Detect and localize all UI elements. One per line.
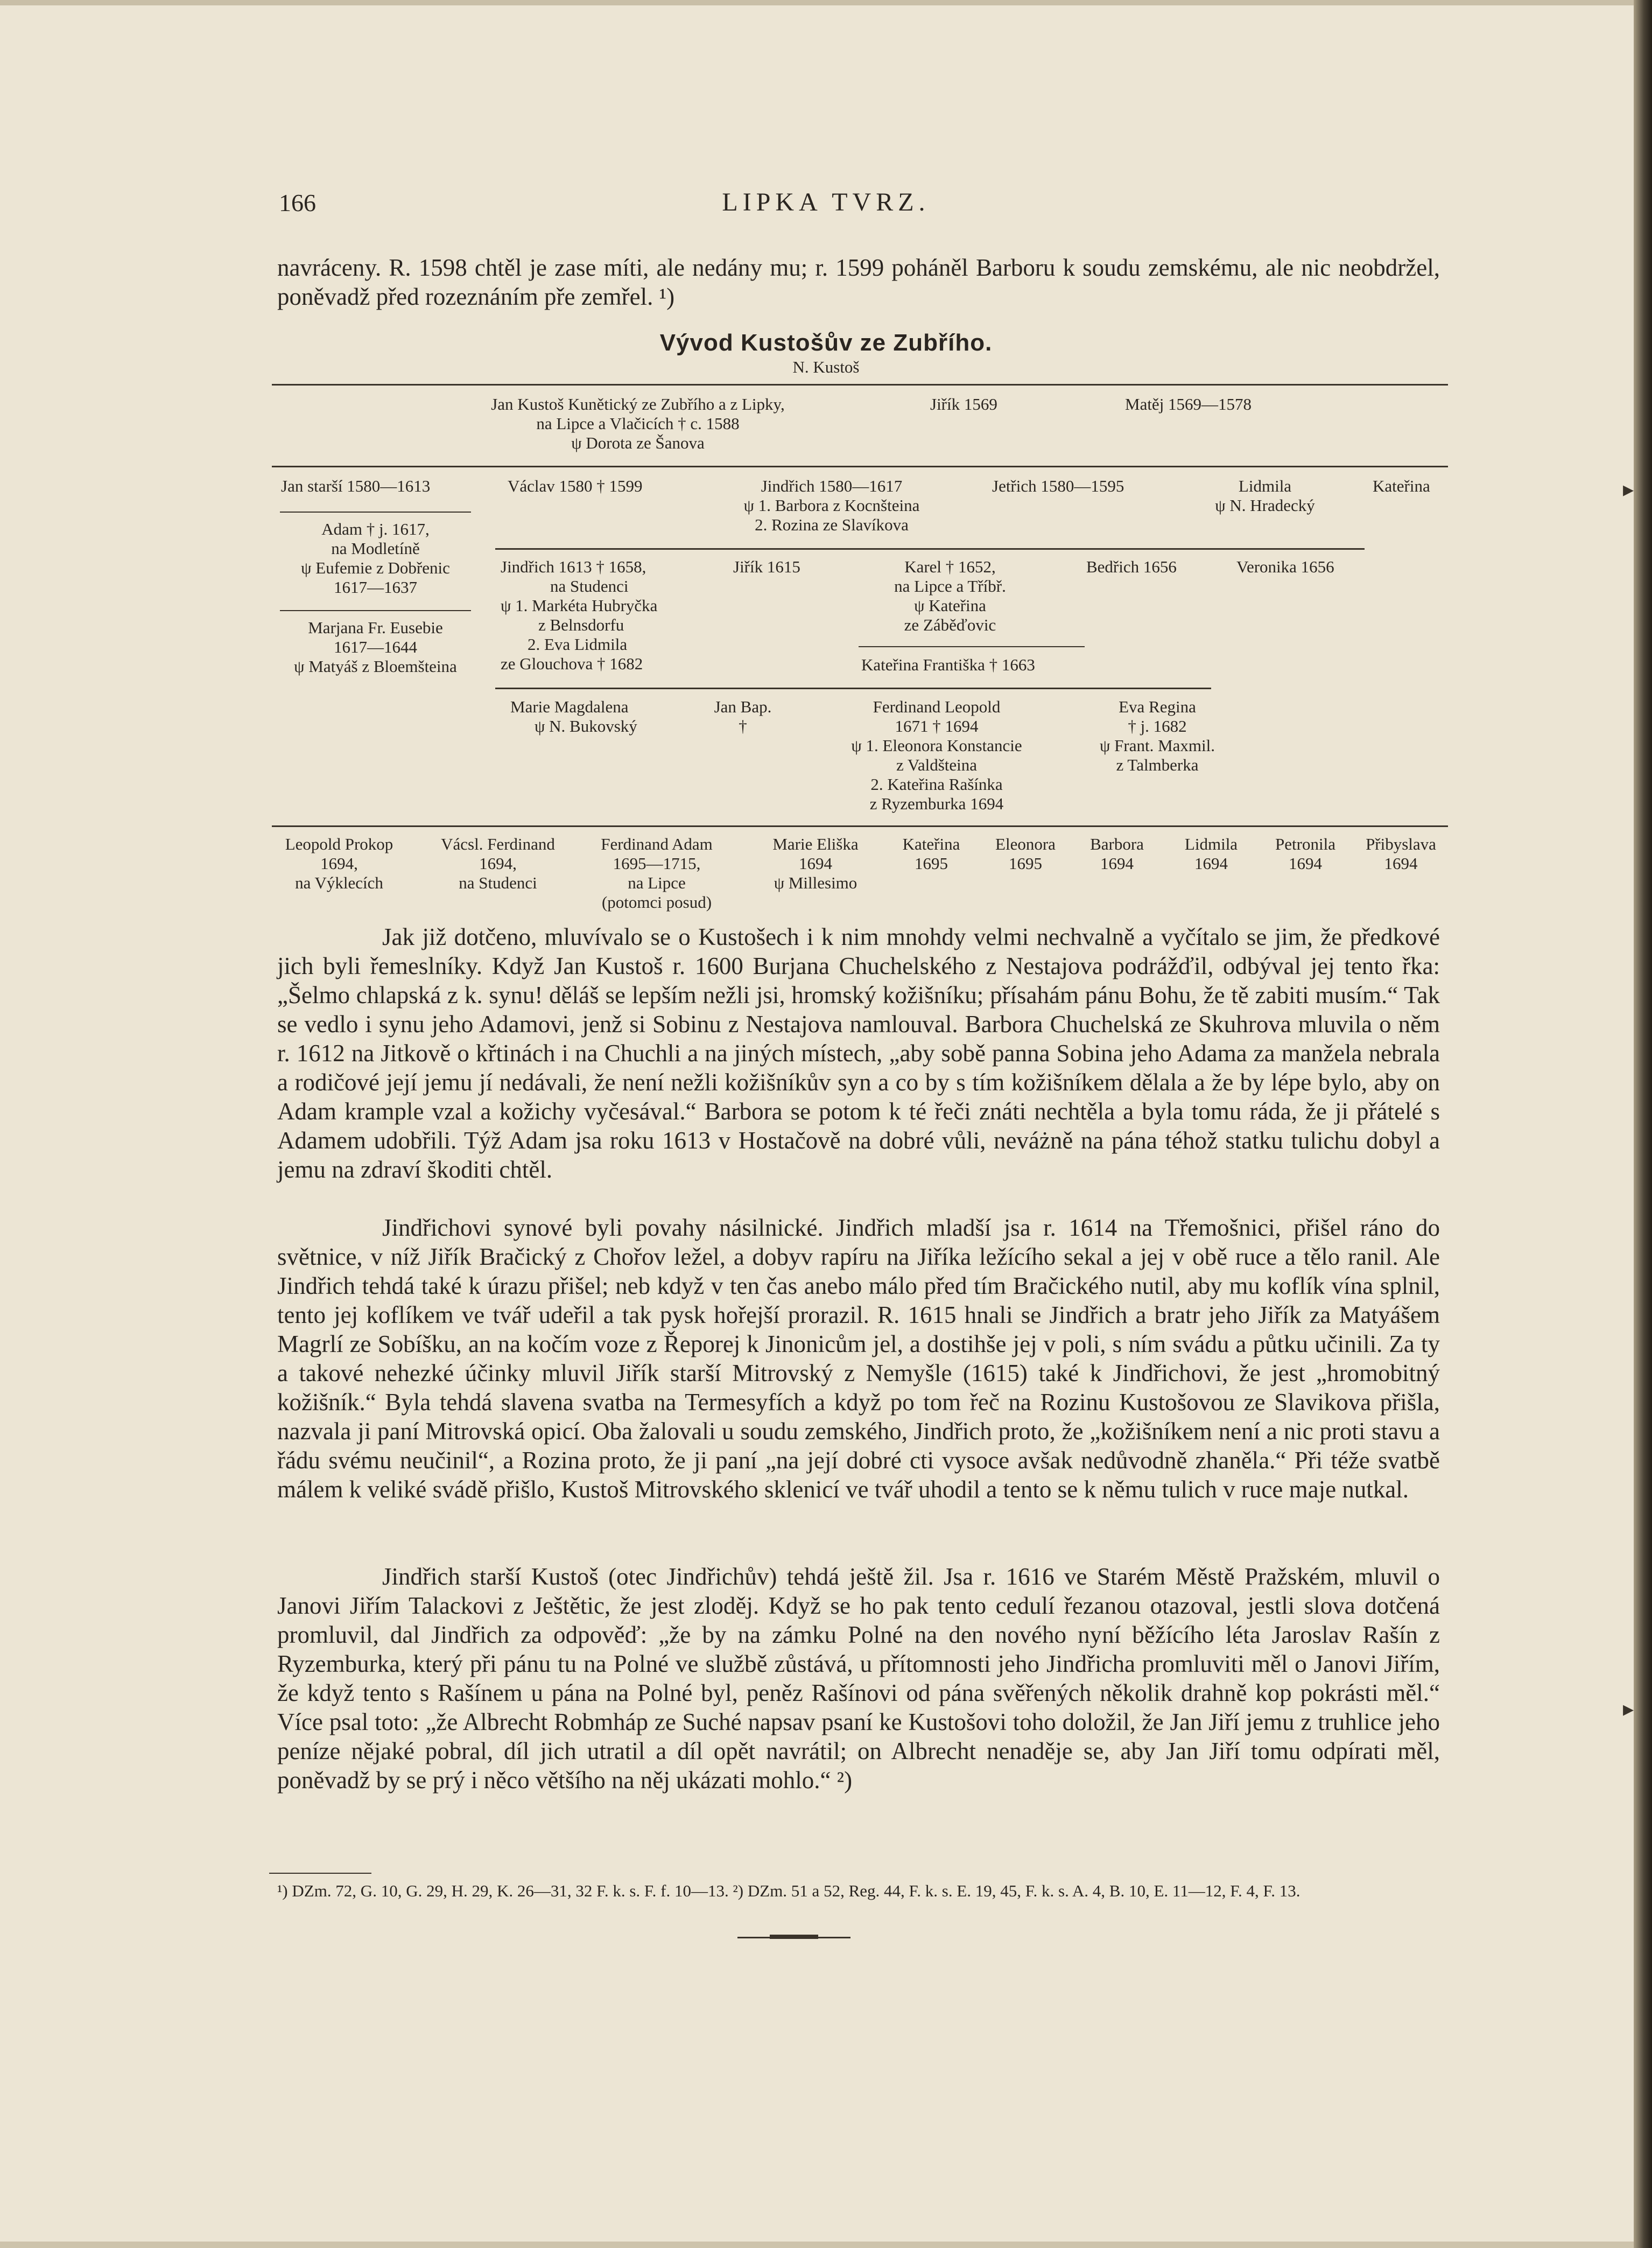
tree-rule-marjana (280, 610, 471, 611)
node-line: na Modletíně (331, 539, 420, 558)
node-line: Kateřina (902, 835, 960, 853)
node-line: na Lipce (628, 873, 686, 892)
node-line: 1694 (1289, 854, 1322, 873)
node-line: ψ N. Bukovský (535, 717, 637, 736)
node-adam (272, 520, 479, 597)
node-line: ψ Kateřina (914, 596, 986, 615)
tree-rule-gen5 (272, 825, 1448, 827)
node-veronika: Veronika 1656 (1236, 557, 1334, 576)
node-line: na Studenci (459, 873, 537, 892)
node-line: 1695—1715, (613, 854, 701, 873)
node-line: Marjana Fr. Eusebie (308, 618, 443, 637)
node-eva-regina (1077, 697, 1238, 775)
genealogy-root: N. Kustoš (792, 358, 860, 376)
node-line: ψ 1. Markéta Hubryčka (501, 596, 658, 615)
page-number: 166 (279, 189, 316, 216)
node-leopold-prokop (272, 835, 406, 893)
node-line: 1695 (1009, 854, 1042, 873)
node-line: na Výklecích (295, 873, 383, 892)
node-barbora (1077, 835, 1157, 873)
node-line: Jindřich 1580—1617 (761, 477, 903, 495)
body-paragraph-3: Jindřich starší Kustoš (otec Jindřichův) tehdá ještě žil. Jsa r. 1616 ve Starém Městě Pražském, mluvil o Janovi Jiřím Talackovi z Ještětic, že jest zloděj. Když se ho pak tento cedulí řezanou otazoval, jestli slova dotčená promluvil, dal Jindřich za odpověď: „že by na zámku Polné na den nového nyní běžícího léta Jaroslav Rašín z Ryzemburka, který při pánu tu na Polné ve službě zůstává, u přítomnosti jeho Jindřicha promluviti měl o Janovi Jiřím, že když tento s Rašínem u pána na Polné byl, peněz Rašínovi od pána svěřených několik drahně kop pokrásti měl.“ Více psal toto: „že Albrecht Robmháp ze Suché napsav psaní ke Kustošovi toho doložil, že Jan Jiří jemu z truhlice jeho peníze nějaké pobral, díl jich utratil a díl opět navrátil; on Albrecht nenaděje se, aby Jan Jiří tomu odpírati měl, poněvadž by se prý i něco většího na něj ukázati mohlo.“ ²) (277, 1563, 1440, 1794)
node-line: 1695 (915, 854, 948, 873)
node-jindrich-1613 (501, 557, 657, 674)
end-ornament-center (770, 1935, 818, 1939)
node-line: 1694 (1194, 854, 1228, 873)
node-line: z Talmberka (1116, 755, 1199, 774)
node-line: ψ Dorota ze Šanova (571, 433, 705, 452)
node-ferdinand-adam (587, 835, 727, 912)
node-line: Barbora (1090, 835, 1144, 853)
node-line: z Ryzemburka 1694 (869, 794, 1004, 813)
intro-paragraph: navráceny. R. 1598 chtěl je zase míti, ale nedány mu; r. 1599 poháněl Barboru k soudu zemskému, ale nic neobdržel, poněvadž před rozeznáním pře zemřel. ¹) (277, 254, 1440, 310)
tree-rule-gen4 (495, 688, 1211, 689)
node-pribyslava (1354, 835, 1448, 873)
node-jirik-1569: Jiřík 1569 (930, 395, 997, 414)
node-petronila (1262, 835, 1348, 873)
node-katerina-1695 (885, 835, 977, 873)
node-line: Eva Regina (1119, 697, 1196, 716)
node-line: Marie Magdalena (510, 697, 629, 716)
node-line: na Studenci (550, 577, 629, 596)
node-bedrich: Bedřich 1656 (1086, 557, 1177, 576)
node-line: (potomci posud) (601, 893, 712, 912)
body-paragraph-2: Jindřichovi synové byli povahy násilnické. Jindřich mladší jsa r. 1614 na Třemošnici, přišel ráno do světnice, v níž Jiřík Bračický z Chořov ležel, a dobyv rapíru na Jiříka ležícího sekal a jej v obě ruce a tělo ranil. Ale Jindřich tehdá také k úrazu přišel; neb když v ten čas anebo málo před tím Bračického nutil, aby mu koflík vína splnil, tento jej koflíkem ve tvář udeřil a tak pysk hořejší prorazil. R. 1615 hnali se Jindřich a bratr jeho Jiřík za Matyášem Magrlí ze Sobíšku, an na kočím voze z Řeporej k Jinonicům jel, a dostihše jej v poli, s ním svádu a půtku učinili. Za ty a takové nehezké účinky mluvil Jiřík starší Mitrovský z Nemyšle (1615) také k Jindřichovi, že jest „hromobitný kožišník.“ Byla tehdá slavena svatba na Termesyfích a když po tom řeč na Rozinu Kustošovou ze Slavikova přišla, nazvala ji paní Mitrovská opicí. Oba žalovali u soudu zemského, Jindřich proto, že „kožišníkem není a nic proti stavu a řádu svému neučinil“, a Rozina proto, že ji paní „na její dobré cti vysoce avšak nedůvodně zhaněla.“ Při téže svatbě málem k veliké svádě přišlo, Kustoš Mitrovského sklenicí ve tvář uhodil a tento se k němu tulich v ruce maje nutkal. (277, 1214, 1440, 1503)
node-vaclav: Václav 1580 † 1599 (508, 477, 643, 495)
node-line: Vácsl. Ferdinand (441, 835, 555, 853)
node-line: Jan Bap. (714, 697, 772, 716)
node-jan-starsi: Jan starší 1580—1613 (281, 477, 431, 495)
node-line: ψ 1. Barbora z Kocnšteina (743, 496, 920, 515)
node-line: 1671 † 1694 (895, 717, 979, 736)
node-line: Přibyslava (1366, 835, 1436, 853)
node-line: 1617—1644 (334, 638, 417, 656)
node-line: ψ N. Hradecký (1215, 496, 1315, 515)
node-marjana (272, 618, 479, 676)
node-katerina-frantiska: Kateřina Františka † 1663 (861, 655, 1035, 674)
node-line: 2. Eva Lidmila (528, 635, 628, 654)
node-line: ψ Millesimo (774, 873, 857, 892)
node-line: na Lipce a Tříbř. (894, 577, 1006, 596)
node-lidmila-1694 (1171, 835, 1252, 873)
node-line: Jan Kustoš Kunětický ze Zubřího a z Lipky, (491, 395, 785, 414)
node-line: ze Glouchova † 1682 (501, 654, 643, 673)
node-line: 1694 (1384, 854, 1418, 873)
node-line: † j. 1682 (1128, 717, 1187, 736)
tree-rule-jan-children (280, 512, 471, 513)
node-line: Leopold Prokop (285, 835, 393, 853)
node-line: 1617—1637 (334, 578, 417, 597)
node-line: Adam † j. 1617, (321, 520, 430, 538)
node-jindrich-1580 (716, 477, 947, 535)
node-ferdinand-leopold (824, 697, 1050, 814)
node-eleonora (980, 835, 1071, 873)
margin-mark: ▸ (1623, 477, 1634, 501)
running-title: LIPKA TVRZ. (722, 188, 930, 216)
node-jirik-1615: Jiřík 1615 (733, 557, 800, 576)
genealogy-title: Vývod Kustošův ze Zubřího. (659, 330, 993, 356)
page-edge-bottom (0, 2242, 1652, 2248)
node-line: z Valdšteina (896, 755, 978, 774)
node-line: Lidmila (1238, 477, 1292, 495)
node-line: 1694, (479, 854, 517, 873)
tree-rule-gen3 (495, 548, 1365, 550)
node-line: Lidmila (1184, 835, 1238, 853)
node-line: ψ 1. Eleonora Konstancie (851, 736, 1022, 755)
margin-mark: ▸ (1623, 1697, 1634, 1721)
footnotes: ¹) DZm. 72, G. 10, G. 29, H. 29, K. 26—31, 32 F. k. s. F. f. 10—13. ²) DZm. 51 a 52, Reg. 44, F. k. s. E. 19, 45, F. k. s. A. 4, B. 10, E. 11—12, F. 4, F. 13. (277, 1881, 1300, 1900)
node-line: 1694, (320, 854, 358, 873)
node-line: 1694 (799, 854, 832, 873)
node-line: Eleonora (995, 835, 1056, 853)
node-line: † (739, 717, 747, 736)
body-paragraph-1: Jak již dotčeno, mluvívalo se o Kustošech i k nim mnohdy velmi nechvalně a vyčítalo se jim, že předkové jich byli řemeslníky. Když Jan Kustoš r. 1600 Burjana Chuchelského z Nestajova podrážďil, odbýval jej tento řka: „Šelmo chlapská z k. synu! děláš se lepším nežli jsi, hromský kožišníku; přísahám pánu Bohu, že tě zabiti musím.“ Tak se vedlo i synu jeho Adamovi, jenž si Sobinu z Nestajova namlouval. Barbora Chuchelská ze Skuhrova mluvila o něm r. 1612 na Jitkově o křtinách i na Chuchli a na jiných místech, „aby sobě panna Sobina jeho Adama za manžela nebrala a rodičové její jemu jí nedávali, že není nežli kožišníkův syn a co by s tím kožišníkem dělala a že by lépe bylo, aby on Adam krample vzal a kožichy vyčesával.“ Barbora se potom k té řeči znáti nechtěla a byla tomu ráda, že ji přátelé s Adamem udobřili. Týž Adam jsa roku 1613 v Hostačově na dobré vůli, neváżně na pána téhož statku tulichu dobyl a jemu na zdraví škoditi chtěl. (277, 923, 1440, 1183)
tree-rule-katerina-frantiska (859, 646, 1085, 647)
node-marie-eliska (756, 835, 875, 893)
node-marie-magdalena (510, 697, 637, 736)
node-jan-bap (700, 697, 786, 736)
node-matej: Matěj 1569—1578 (1125, 395, 1252, 414)
node-line: ψ Matyáš z Bloemšteina (294, 657, 457, 676)
node-line: ψ Frant. Maxmil. (1099, 736, 1215, 755)
node-lidmila (1184, 477, 1346, 515)
node-line: Jindřich 1613 † 1658, (501, 557, 646, 576)
footnote-divider (269, 1873, 371, 1874)
node-line: Karel † 1652, (904, 557, 996, 576)
node-line: z Belnsdorfu (538, 615, 624, 634)
node-line: ze Záběďovic (904, 615, 996, 634)
node-line: Petronila (1275, 835, 1335, 853)
node-line: 2. Kateřina Rašínka (870, 775, 1003, 794)
node-line: Ferdinand Adam (601, 835, 713, 853)
node-jan-kustos (441, 395, 834, 453)
node-line: Ferdinand Leopold (873, 697, 1001, 716)
node-line: 2. Rozina ze Slavíkova (755, 515, 909, 534)
node-line: ψ Eufemie z Dobřenic (301, 558, 450, 577)
node-line: na Lipce a Vlačicích † c. 1588 (536, 414, 740, 433)
node-jetrich: Jetřich 1580—1595 (992, 477, 1124, 495)
node-line: 1694 (1100, 854, 1134, 873)
tree-rule-gen1 (272, 384, 1448, 386)
node-katerina: Kateřina (1373, 477, 1430, 495)
node-vacsl-ferdinand (425, 835, 571, 893)
node-line: Marie Eliška (772, 835, 859, 853)
tree-rule-gen2 (272, 466, 1448, 467)
page-edge-top (0, 0, 1652, 5)
node-karel (861, 557, 1039, 635)
